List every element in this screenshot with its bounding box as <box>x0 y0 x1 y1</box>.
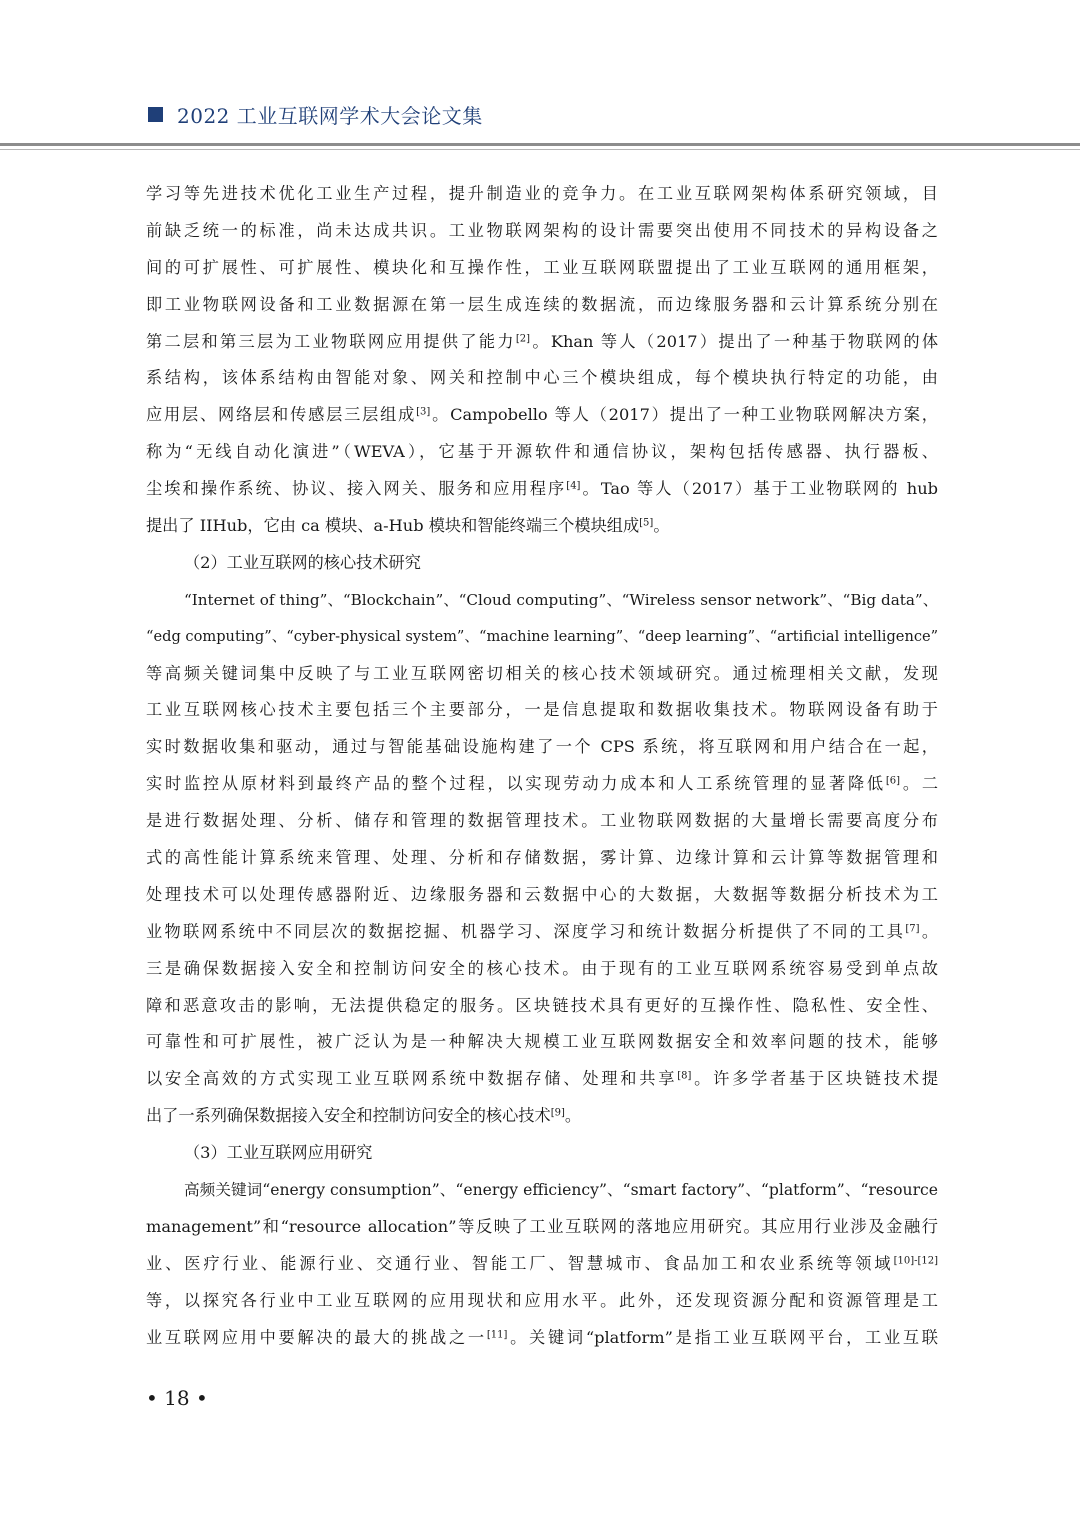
citation: [7] <box>905 923 920 935</box>
text-line: 前缺乏统一的标准，尚未达成共识。工业物联网架构的设计需要突出使用不同技术的异构设备之 <box>146 220 938 240</box>
text-line: 式的高性能计算系统来管理、处理、分析和存储数据，雾计算、边缘计算和云计算等数据管理和 <box>146 848 938 868</box>
text-line: 三是确保数据接入安全和控制访问安全的核心技术。由于现有的工业互联网系统容易受到单点故 <box>146 958 938 978</box>
text-line: 称为“无线自动化演进”（WEVA），它基于开源软件和通信协议，架构包括传感器、执行器板、 <box>146 442 938 462</box>
text-line: 间的可扩展性、可扩展性、模块化和互操作性，工业互联网联盟提出了工业互联网的通用框架， <box>146 257 938 277</box>
citation: [11] <box>486 1329 508 1341</box>
text-line: “edg computing”、“cyber-physical system”、“machine learning”、“deep learning”、“artificial intelligence” <box>146 627 939 645</box>
citation: [4] <box>566 480 581 492</box>
citation: [6] <box>885 775 901 787</box>
citation: [8] <box>677 1070 692 1082</box>
text-line: 实时监控从原材料到最终产品的整个过程，以实现劳动力成本和人工系统管理的显著降低[6]。二 <box>146 774 939 794</box>
text-line: 第二层和第三层为工业物联网应用提供了能力[2]。Khan 等人（2017）提出了一种基于物联网的体 <box>146 331 939 351</box>
header-square-icon <box>148 107 163 122</box>
text-line: 提出了 IIHub，它由 ca 模块、a-Hub 模块和智能终端三个模块组成[5]。 <box>146 516 670 536</box>
section-heading-3: （3）工业互联网应用研究 <box>184 1143 373 1163</box>
paragraph-2 <box>146 582 938 1135</box>
text-line: 等，以探究各行业中工业互联网的应用现状和应用水平。此外，还发现资源分配和资源管理是工 <box>146 1290 938 1310</box>
paragraph-1 <box>146 176 938 545</box>
page-number: • 18 • <box>146 1386 208 1410</box>
citation: [9] <box>550 1107 565 1119</box>
text-line: 是进行数据处理、分析、储存和管理的数据管理技术。工业物联网数据的大量增长需要高度分布 <box>146 811 938 831</box>
citation: [2] <box>515 333 531 345</box>
header-rule-thick <box>0 143 1080 146</box>
text-line: 业、医疗行业、能源行业、交通行业、智能工厂、智慧城市、食品加工和农业系统等领域[10]-[12] <box>146 1253 938 1273</box>
text-line: 可靠性和可扩展性，被广泛认为是一种解决大规模工业互联网数据安全和效率问题的技术，能够 <box>146 1032 938 1052</box>
text-line: 业互联网应用中要解决的最大的挑战之一[11]。关键词“platform”是指工业互联网平台，工业互联 <box>146 1327 938 1347</box>
text-line: “Internet of thing”、“Blockchain”、“Cloud computing”、“Wireless sensor network”、“Big data”、 <box>184 590 938 609</box>
text-line: 业物联网系统中不同层次的数据挖掘、机器学习、深度学习和统计数据分析提供了不同的工具[7]。 <box>146 921 939 941</box>
text-line: 尘埃和操作系统、协议、接入网关、服务和应用程序[4]。Tao 等人（2017）基于工业物联网的 hub <box>146 479 939 499</box>
text-line: 学习等先进技术优化工业生产过程，提升制造业的竞争力。在工业互联网架构体系研究领域，目 <box>146 184 938 203</box>
body-text <box>146 176 938 1357</box>
text-line: management”和“resource allocation”等反映了工业互联网的落地应用研究。其应用行业涉及金融行 <box>146 1216 938 1236</box>
text-line: 等高频关键词集中反映了与工业互联网密切相关的核心技术领域研究。通过梳理相关文献，发现 <box>146 663 938 683</box>
paragraph-3 <box>146 1172 938 1356</box>
header-title: 2022 工业互联网学术大会论文集 <box>177 103 483 128</box>
text-line: 应用层、网络层和传感层三层组成[3]。Campobello 等人（2017）提出了一种工业物联网解决方案， <box>146 405 938 425</box>
text-line: 出了一系列确保数据接入安全和控制访问安全的核心技术[9]。 <box>146 1106 582 1126</box>
text-line: 高频关键词“energy consumption”、“energy efficiency”、“smart factory”、“platform”、“resource <box>184 1181 938 1200</box>
citation: [5] <box>639 517 654 529</box>
text-line: 实时数据收集和驱动，通过与智能基础设施构建了一个 CPS 系统，将互联网和用户结合在一起， <box>146 737 938 757</box>
text-line: 处理技术可以处理传感器附近、边缘服务器和云数据中心的大数据，大数据等数据分析技术为工 <box>146 884 938 904</box>
header-rule-thin <box>0 149 1080 150</box>
citation: [3] <box>416 406 431 418</box>
text-line: 以安全高效的方式实现工业互联网系统中数据存储、处理和共享[8]。许多学者基于区块链技术提 <box>146 1069 939 1089</box>
text-line: 工业互联网核心技术主要包括三个主要部分，一是信息提取和数据收集技术。物联网设备有助于 <box>146 700 938 720</box>
text-line: 即工业物联网设备和工业数据源在第一层生成连续的数据流，而边缘服务器和云计算系统分别在 <box>146 294 938 314</box>
section-heading-2: （2）工业互联网的核心技术研究 <box>184 552 421 572</box>
text-line: 障和恶意攻击的影响，无法提供稳定的服务。区块链技术具有更好的互操作性、隐私性、安全性、 <box>146 995 938 1015</box>
citation: [10]-[12] <box>893 1255 938 1267</box>
text-line: 系结构，该体系结构由智能对象、网关和控制中心三个模块组成，每个模块执行特定的功能，由 <box>146 368 938 388</box>
running-header <box>148 96 483 132</box>
